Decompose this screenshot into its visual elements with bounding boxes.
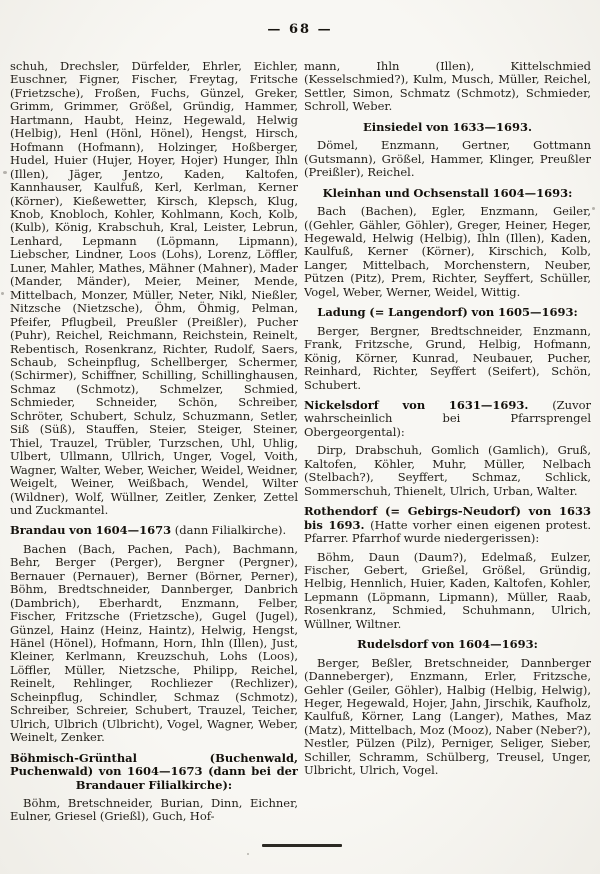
heading-text: Brandau von 1604—1673 (10, 523, 175, 538)
heading-text: (dann bei der Brandauer Filialkirche): (75, 764, 298, 792)
surname-paragraph (304, 139, 591, 179)
body-text: mann, Ihln (Illen), Kittelschmied (Kesselschmied?), Kulm, Musch, Müller, Reichel, Settler, Simon, Schmatz (Schmotz), Schmieder, Schroll, Weber. (304, 60, 591, 114)
body-text: (Zuvor wahrscheinlich bei Pfarrsprengel Obergeorgental): (304, 397, 591, 439)
body-text: Böhm, Daun (Daum?), Edelmaß, Eulzer, Fischer, Gebert, Grießel, Größel, Gründig, Helbig, Hennlich, Huier, Kaden, Kaltofen, Kohler, Lepmann (Löpmann, Lipmann), Müller, Raab, Rosenkranz, Schmied, Schuhmann, Ulrich, Wüllner, Wiltner. (304, 549, 591, 631)
body-text: (Hatte vorher einen eigenen protest. Pfarrer. Pfarrhof wurde niedergerissen): (304, 517, 591, 546)
heading-text: Kleinhan und Ochsenstall 1604—1693: (322, 185, 573, 200)
body-text: Berger, Beßler, Bretschneider, Dannberger (Danneberger), Enzmann, Erler, Fritzsche, Gehler (Geiler, Göhler), Halbig (Helbig, Helwig), Heger, Hegewald, Hojer, Jahn, Jirschik, Kaufholz, Kaulfuß, Körner, Lang (Langer), Mathes, Maz (Matz), Mittelbach, Moz (Mooz), Naber (Neber?), Nestler, Pülzen (Pilz), Perniger, Seliger, Sieber, Schiller, Schramm, Schülberg, Treusel, Unger, Ulbricht, Ulrich, Vogel. (304, 655, 591, 778)
surname-paragraph (10, 797, 298, 824)
surname-paragraph (304, 551, 591, 632)
body-text: Dirp, Drabschuh, Gomlich (Gamlich), Gruß, Kaltofen, Köhler, Muhr, Müller, Nelbach (Stelbach?), Seyffert, Schmaz, Schlick, Sommerschuh, Thienelt, Ulrich, Urban, Walter. (304, 443, 591, 498)
scan-speck (1, 292, 4, 295)
surname-paragraph (304, 325, 591, 392)
scan-speck (247, 853, 249, 855)
surname-paragraph (304, 60, 591, 114)
body-text: Bachen (Bach, Pachen, Pach), Bachmann, Behr, Berger (Perger), Bergner (Pergner), Bernauer (Pernauer), Berner (Börner, Perner), Böhm, Bredtschneider, Dannberger, Danbrich (Dambrich), Eberhardt, Enzmann, Felber, Fischer, Fritzsche (Frietzsche), Gugel (Jugel), Günzel, Hainz (Heinz, Haintz), Helwig, Hengst, Hänel (Hönel), Hofmann, Horn, Ihln (Illen), Just, Kleiner, Kerlmann, Kreuzschuh, Lohs (Loos), Löffler, Müller, Nietzsche, Philipp, Reichel, Reinelt, Rehlinger, Rochliezer (Rechlizer), Scheinpflug, Schindler, Schmaz (Schmotz), Schreiber, Schreier, Schubert, Trauzel, Teicher, Ulrich, Ulbrich (Ulbricht), Vogel, Wagner, Weber, Weinelt, Zenker. (10, 541, 298, 745)
scan-speck (572, 762, 575, 764)
section-heading (304, 399, 591, 439)
scan-speck (3, 171, 7, 174)
section-heading (304, 505, 591, 545)
section-heading (304, 638, 591, 651)
body-text: Dömel, Enzmann, Gertner, Gottmann (Gutsmann), Größel, Hammer, Klinger, Preußler (Preißler), Reichel. (304, 138, 591, 180)
section-heading (304, 306, 591, 319)
heading-text: Rothendorf (= Gebirgs-Neudorf) von 1633 bis 1693. (304, 504, 591, 532)
heading-text: Rudelsdorf von 1604—1693: (357, 637, 538, 652)
heading-text: Einsiedel von 1633—1693. (362, 119, 533, 134)
section-heading (304, 121, 591, 134)
surname-paragraph (304, 205, 591, 299)
section-heading (10, 752, 298, 792)
bottom-printer-rule (262, 844, 342, 847)
section-heading (304, 187, 591, 200)
body-text: Berger, Bergner, Bredtschneider, Enzmann, Frank, Fritzsche, Grund, Helbig, Hofmann, König, Körner, Kunrad, Neubauer, Pucher, Reinhard, Richter, Seyffert (Seifert), Schön, Schubert. (304, 323, 591, 392)
surname-paragraph (304, 444, 591, 498)
body-text: schuh, Drechsler, Dürfelder, Ehrler, Eichler, Euschner, Figner, Fischer, Freytag, Fritsche (Frietzsche), Froßen, Fuchs, Günzel, Greker, Grimm, Grimmer, Größel, Gründig, Hammer, Hartmann, Haubt, Heinz, Hegewald, Helwig (Helbig), Henl (Hönl, Hönel), Hengst, Hirsch, Hofmann (Hofmann), Holzinger, Hoßberger, Hudel, Huier (Hujer, Hoyer, Hojer) Hunger, Ihln (Illen), Jäger, Jentzo, Kaden, Kaltofen, Kannhauser, Kaulfuß, Kerl, Kerlman, Kerner (Körner), Kießewetter, Kirsch, Klepsch, Klug, Knob, Knobloch, Kohler, Kohlmann, Koch, Kolb, (Kulb), König, Krabschuh, Kral, Leister, Lebrun, Lenhard, Lepmann (Löpmann, Lipmann), Liebscher, Lindner, Loos (Lohs), Lorenz, Löffler, Luner, Mahler, Mathes, Mähner (Mahner), Mader (Mander, Mänder), Meier, Meiner, Mende, Mittelbach, Monzer, Müller, Neter, Nikl, Nießler, Nitzsche (Nietzsche), Öhm, Öhmig, Pelman, Pfeifer, Pflugbeil, Preußler (Preißler), Pucher (Puhr), Reichel, Reichmann, Reichstein, Reinelt, Rebentisch, Rosenkranz, Richter, Rudolf, Saers, Schaub, Scheinpflug, Schellberger, Schermer, (Schirmer), Schiffner, Schilling, Schillinghausen, Schmaz (Schmotz), Schmelzer, Schmied, Schmieder, Schneider, Schön, Schreiber, Schröter, Schubert, Schulz, Schuzmann, Setler, Siß (Süß), Stauffen, Steier, Steiger, Steiner, Thiel, Trauzel, Trübler, Turzschen, Uhl, Uhlig, Ulbert, Ullmann, Ullrich, Unger, Vogel, Voith, Wagner, Walter, Weber, Weicher, Weidel, Weidner, Weigelt, Weiner, Weißbach, Wendel, Wilter (Wildner), Wolf, Wüllner, Zeitler, Zenker, Zettel und Zuckmantel. (10, 60, 298, 517)
page-number: — 68 — (267, 22, 333, 37)
surname-paragraph (304, 657, 591, 778)
heading-text: Ladung (= Langendorf) von 1605—1693: (317, 305, 578, 320)
surname-paragraph (10, 60, 298, 517)
text-column-right (304, 60, 591, 850)
heading-text: Nickelsdorf von 1631—1693. (304, 397, 553, 412)
surname-paragraph (10, 543, 298, 745)
section-heading (10, 524, 298, 537)
scan-speck (592, 207, 595, 210)
body-text: Böhm, Bretschneider, Burian, Dinn, Eichner, Eulner, Griesel (Grießl), Guch, Hof- (10, 796, 298, 824)
body-text: (dann Filialkirche). (174, 523, 287, 538)
body-text: Bach (Bachen), Egler, Enzmann, Geiler, ((Gehler, Gähler, Göhler), Greger, Heiner, Heger, Hegewald, Helwig (Helbig), Ihln (Illen), Kaden, Kaulfuß, Kerner (Körner), Kirschich, Kolb, Langer, Mittelbach, Morchenstern, Neuber, Pützen (Pitz), Prem, Richter, Seyffert, Schüller, Vogel, Weber, Werner, Weidel, Wittig. (304, 204, 591, 299)
heading-text: Böhmisch-Grünthal (Buchenwald, Puchenwald) von 1604—1673 (10, 750, 298, 779)
text-column-left (10, 60, 298, 850)
